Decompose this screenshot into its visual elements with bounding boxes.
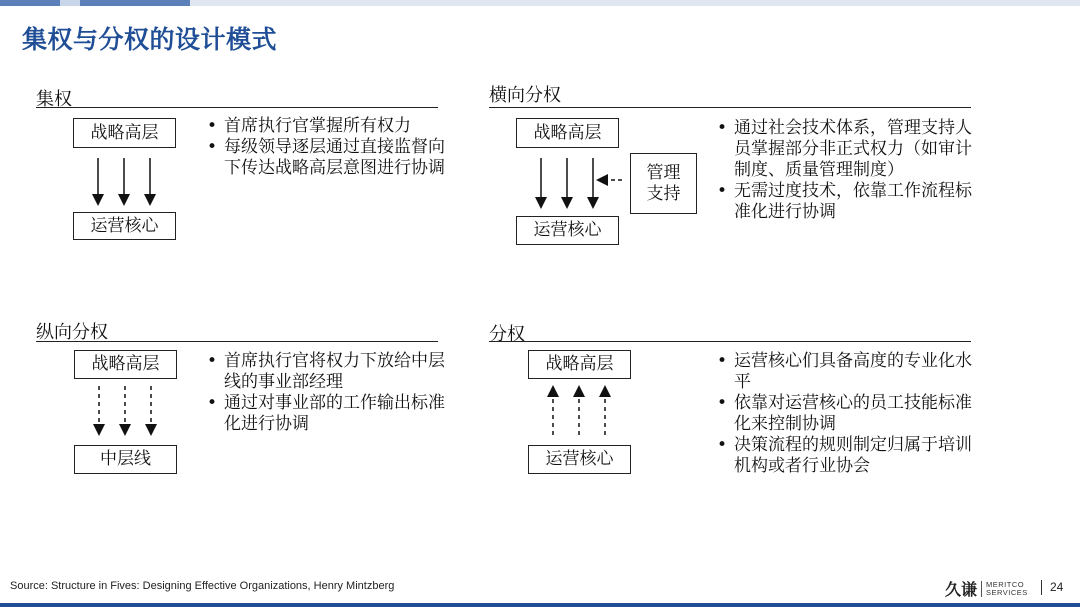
logo-text [986,581,1028,597]
page-number-separator [1041,580,1042,595]
support-box-line: 支持 [646,183,681,204]
logo-line: SERVICES [986,587,1028,597]
bullet-item: • 每级领导逐层通过直接监督向下传达战略高层意图进行协调 [207,137,447,179]
section-title-centralized: 集权 [36,89,72,110]
section-title-horizontal: 横向分权 [489,85,561,106]
arrows-decentralized [553,391,605,435]
bullet-item: • 决策流程的规则制定归属于培训机构或者行业协会 [717,435,975,477]
bullet-item: • 首席执行官将权力下放给中层线的事业部经理 [207,351,447,393]
bullet-item: • 首席执行官掌握所有权力 [207,116,447,137]
bullet-item: • 通过社会技术体系，管理支持人员掌握部分非正式权力（如审计制度、质量管理制度） [717,118,975,181]
logo-mark: 久谦 [945,580,978,599]
bottom-accent-bar [0,603,1080,607]
box-strategic-apex: 战略高层 [516,118,619,148]
source-citation: Source: Structure in Fives: Designing Effective Organizations, Henry Mintzberg [10,580,395,592]
box-strategic-apex: 战略高层 [73,118,176,148]
bullet-item: • 通过对事业部的工作输出标准化进行协调 [207,393,447,435]
box-operating-core: 运营核心 [73,212,176,240]
box-operating-core: 运营核心 [528,445,631,474]
bullet-item: • 运营核心们具备高度的专业化水平 [717,351,975,393]
logo-separator [981,581,982,597]
box-middle-line: 中层线 [74,445,177,474]
box-operating-core: 运营核心 [516,216,619,245]
bullet-item: • 依靠对运营核心的员工技能标准化来控制协调 [717,393,975,435]
logo-line: MERITCO [986,579,1025,589]
section-title-vertical: 纵向分权 [36,322,108,343]
support-box-line: 管理 [646,163,681,184]
company-logo [945,577,1028,600]
section-title-decentralized: 分权 [489,324,525,345]
arrows-centralized [98,158,150,200]
box-strategic-apex: 战略高层 [74,350,177,379]
arrows-horizontal [541,158,622,203]
box-strategic-apex: 战略高层 [528,350,631,379]
bullet-item: • 无需过度技术，依靠工作流程标准化进行协调 [717,181,975,223]
page-number: 24 [1050,580,1064,594]
page-title: 集权与分权的设计模式 [22,25,278,54]
arrows-vertical [99,386,151,430]
